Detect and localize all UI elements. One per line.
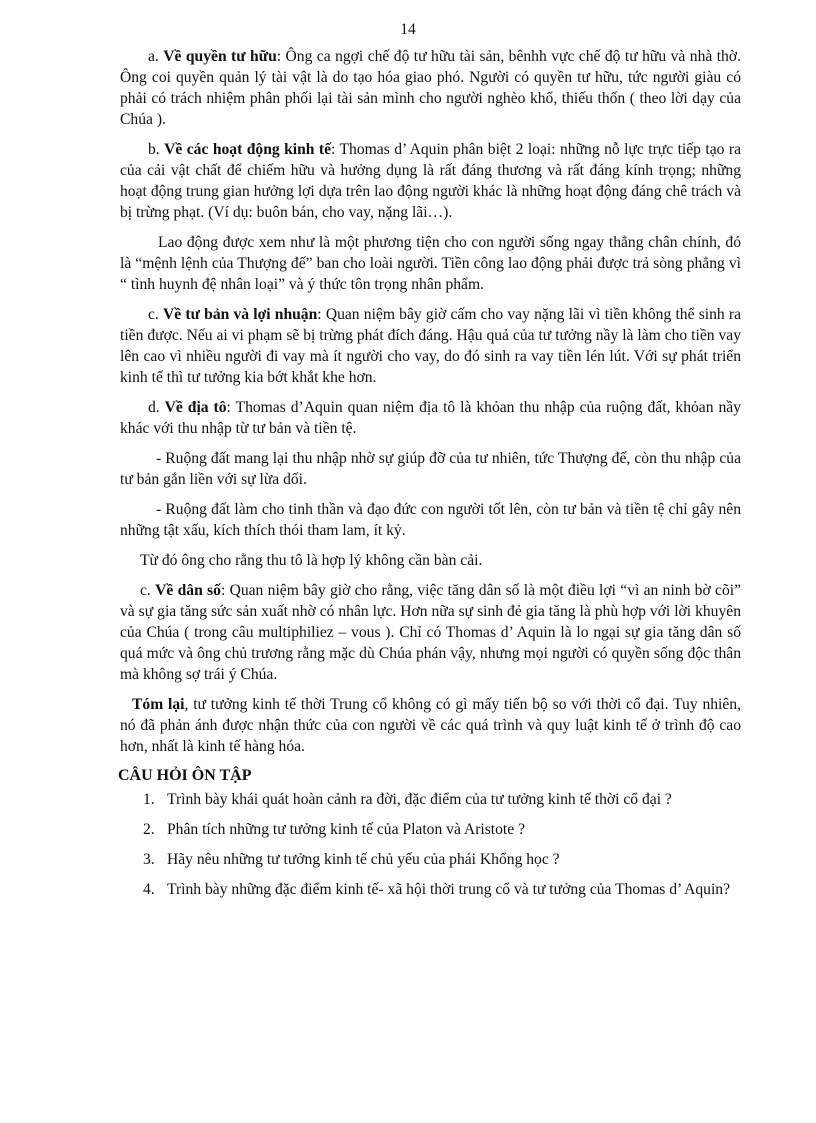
paragraph-land-morals: - Ruộng đất làm cho tinh thần và đạo đức con người tốt lên, còn tư bản và tiền tệ chỉ gây nên những tật xấu, kích thích thói tham lam, ít kỷ.: [120, 501, 741, 539]
section-title: Về dân số: [155, 582, 221, 599]
list-item: 2. Phân tích những tư tưởng kinh tế của Platon và Aristote ?: [143, 821, 525, 838]
paragraph-land-income: - Ruộng đất mang lại thu nhập nhờ sự giúp đỡ của tư nhiên, tức Thượng đế, còn thu nhập của tư bản gắn liền với sự lừa dối.: [120, 450, 741, 488]
section-title: Về tư bản và lợi nhuận: [163, 306, 318, 323]
section-title: Về địa tô: [164, 399, 227, 416]
page-number: 14: [400, 21, 416, 38]
section-title: Về các hoạt động kinh tế: [164, 141, 332, 158]
paragraph-rent-conclusion: Từ đó ông cho rằng thu tô là hợp lý không cần bàn cải.: [140, 552, 483, 569]
summary-label: Tóm lại: [132, 696, 185, 713]
paragraph-economic-activities: b. Về các hoạt động kinh tế: Thomas d’ Aquin phân biệt 2 loại: những nỗ lực trực tiếp tạo ra của cải vật chất để chiếm hữu và hưởng dụng là rất đáng thương và rất đáng kính trọng; những hoạt động trung gian hưởng lợi dựa trên lao động người khác là những hoạt động đáng chê trách và bị trừng phạt. (Ví dụ: buôn bán, cho vay, nặng lãi…).: [120, 141, 742, 221]
review-questions: [120, 790, 741, 900]
list-item: 3. Hãy nêu những tư tưởng kinh tế chủ yếu của phái Khổng học ?: [143, 851, 560, 868]
list-item: 4. Trình bày những đặc điểm kinh tế- xã hội thời trung cổ và tư tưởng của Thomas d’ Aquin?: [143, 881, 730, 898]
paragraph-population: c. Về dân số: Quan niệm bây giờ cho rằng, việc tăng dân số là một điều lợi “vì an ninh bờ cõi” và sự gia tăng sức sản xuất nhờ có nhân lực. Hơn nữa sự sinh đẻ gia tăng là phù hợp với lời khuyên của Chúa ( trong câu multiphiliez – vous ). Chỉ có Thomas d’ Aquin là lo ngại sự gia tăng dân số quá mức và ông chủ trương rằng mặc dù Chúa phán vậy, nhưng mọi người có quyền sống độc thân mà không sợ trái ý Chúa.: [120, 582, 741, 683]
paragraph-private-property: a. Về quyền tư hữu: Ông ca ngợi chế độ tư hữu tài sản, bênhh vực chế độ tư hữu và nhà thờ. Ông coi quyền quản lý tài vật là do tạo hóa giao phó. Người có quyền tư hữu, tức người giàu có phải có trách nhiệm phân phối lại tài sản mình cho người nghèo khổ, thiếu thốn ( theo lời dạy của Chúa ).: [120, 48, 741, 128]
document-body: [120, 46, 741, 910]
paragraph-land-rent: d. Về địa tô: Thomas d’Aquin quan niệm địa tô là khỏan thu nhập của ruộng đất, khỏan nầy khác với thu nhập từ tư bản và tiền tệ.: [120, 399, 741, 437]
review-heading: CÂU HỎI ÔN TẬP: [118, 767, 252, 784]
paragraph-summary: Tóm lại, tư tưởng kinh tế thời Trung cổ không có gì mấy tiến bộ so với thời cổ đại. Tuy nhiên, nó đã phản ánh được nhận thức của con người về các quá trình và quy luật kinh tế ở trình độ cao hơn, nhất là kinh tế hàng hóa.: [120, 696, 741, 755]
paragraph-capital-profit: c. Về tư bản và lợi nhuận: Quan niệm bây giờ cấm cho vay nặng lãi vì tiền không thể sinh ra tiền được. Nếu ai vi phạm sẽ bị trừng phát đích đáng. Hậu quả của tư tưởng nầy là làm cho tiền vay lên cao vì nhiều người đi vay mà ít người cho vay, do đó sinh ra vay tiền lén lút. Với sự phát triển kinh tế thì tư tưởng kia bớt khắt khe hơn.: [120, 306, 742, 386]
paragraph-labor: Lao động được xem như là một phương tiện cho con người sống ngay thẳng chân chính, đó là “mệnh lệnh của Thượng đế” ban cho loài người. Tiền công lao động phải được trả sòng phẳng vì “ tình huynh đệ nhân loại” và ý thức tôn trọng nhân phẩm.: [120, 234, 741, 293]
section-title: Về quyền tư hữu: [163, 48, 277, 65]
list-item: 1. Trình bày khái quát hoàn cảnh ra đời, đặc điểm của tư tưởng kinh tế thời cổ đại ?: [143, 791, 672, 808]
